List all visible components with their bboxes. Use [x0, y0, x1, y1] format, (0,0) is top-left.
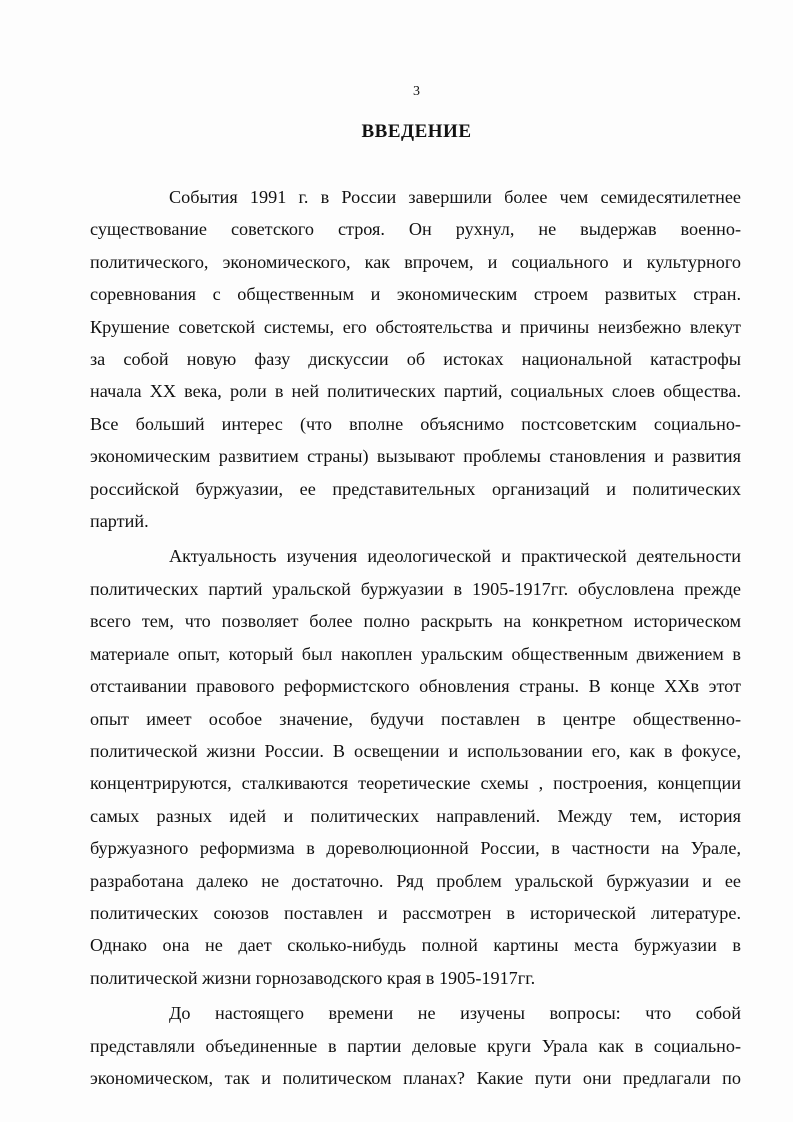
paragraph-2: [90, 540, 741, 994]
text-line: Крушение советской системы, его обстоятельства и причины неизбежно влекут: [90, 316, 741, 337]
text-line: всего тем, что позволяет более полно раскрыть на конкретном историческом: [90, 611, 741, 632]
text-line: политической жизни России. В освещении и использовании его, как в фокусе,: [90, 740, 741, 761]
text-line: буржуазного реформизма в дореволюционной России, в частности на Урале,: [90, 838, 741, 859]
text-line: экономическом, так и политическом планах? Какие пути они предлагали по: [90, 1067, 741, 1088]
text-line: российской буржуазии, ее представительных организаций и политических: [90, 478, 741, 499]
paragraph-1: [90, 181, 741, 537]
text-line: политического, экономического, как впрочем, и социального и культурного: [90, 251, 741, 272]
text-line: Однако она не дает сколько-нибудь полной картины места буржуазии в: [90, 935, 741, 956]
text-line: Актуальность изучения идеологической и практической деятельности: [169, 546, 741, 567]
text-line: опыт имеет особое значение, будучи поставлен в центре общественно-: [90, 708, 741, 729]
text-line: Все больший интерес (что вполне объяснимо постсоветским социально-: [90, 413, 741, 434]
body-text: [90, 181, 741, 1094]
text-line: партий.: [90, 511, 149, 532]
text-line: политических союзов поставлен и рассмотрен в исторической литературе.: [90, 902, 741, 923]
text-line: самых разных идей и политических направлений. Между тем, история: [90, 805, 741, 826]
page-number: 3: [413, 84, 420, 99]
paragraph-3: [90, 997, 741, 1094]
text-line: концентрируются, сталкиваются теоретические схемы , построения, концепции: [90, 773, 741, 794]
text-line: существование советского строя. Он рухнул, не выдержав военно-: [90, 219, 741, 240]
text-line: разработана далеко не достаточно. Ряд проблем уральской буржуазии и ее: [90, 870, 741, 891]
text-line: начала XX века, роли в ней политических партий, социальных слоев общества.: [90, 381, 741, 402]
text-line: за собой новую фазу дискуссии об истоках национальной катастрофы: [90, 349, 741, 370]
text-line: До настоящего времени не изучены вопросы: что собой: [169, 1003, 741, 1024]
text-line: политических партий уральской буржуазии в 1905-1917гг. обусловлена прежде: [90, 578, 741, 599]
text-line: соревнования с общественным и экономическим строем развитых стран.: [90, 284, 741, 305]
text-line: политической жизни горнозаводского края в 1905-1917гг.: [90, 967, 536, 988]
text-line: отстаивании правового реформистского обновления страны. В конце XXв этот: [90, 676, 741, 697]
text-line: События 1991 г. в России завершили более чем семидесятилетнее: [169, 187, 741, 207]
text-line: экономическим развитием страны) вызывают проблемы становления и развития: [90, 446, 741, 467]
text-line: представляли объединенные в партии деловые круги Урала как в социально-: [90, 1035, 741, 1056]
page-title: ВВЕДЕНИЕ: [361, 121, 472, 142]
text-line: материале опыт, который был накоплен уральским общественным движением в: [90, 643, 741, 664]
